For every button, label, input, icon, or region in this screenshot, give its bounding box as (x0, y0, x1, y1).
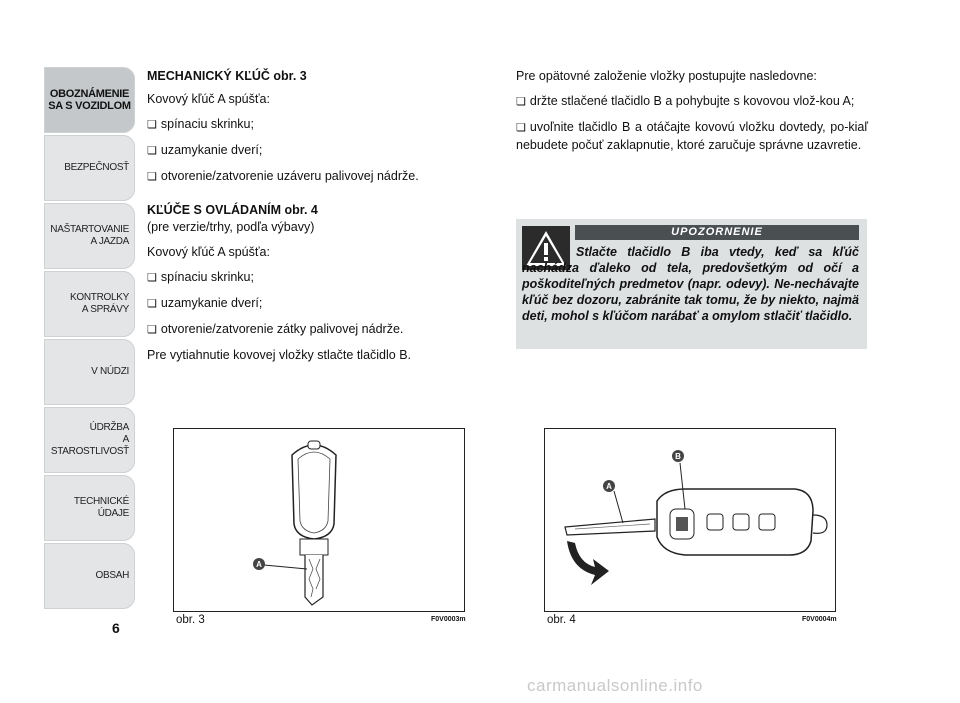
bullet-item: ❏ uzamykanie dverí; (147, 295, 467, 313)
tab-obsah[interactable]: OBSAH (44, 543, 135, 609)
paragraph: Kovový kľúč A spúšťa: (147, 245, 270, 259)
left-column (147, 68, 467, 372)
label-a: A (256, 560, 262, 569)
tab-oboznamenie[interactable]: OBOZNÁMENIE SA S VOZIDLOM (44, 67, 135, 133)
warning-box (516, 219, 867, 349)
mechanical-key-illustration (174, 429, 464, 611)
figure-caption: obr. 4 (547, 614, 576, 626)
bullet-item: ❏ uvoľnite tlačidlo B a otáčajte kovovú vložku dovtedy, po-kiaľ nebudete počuť zaklapnutie, ktoré zaručuje správne uzavretie. (516, 119, 868, 154)
heading-mechanical-key: MECHANICKÝ KĽÚČ obr. 3 (147, 69, 307, 83)
bullet-item: ❏ spínaciu skrinku; (147, 269, 467, 287)
warning-title: UPOZORNENIE (575, 225, 859, 240)
tab-technicke-udaje[interactable]: TECHNICKÉ ÚDAJE (44, 475, 135, 541)
bullet-item: ❏ spínaciu skrinku; (147, 116, 467, 134)
tab-bezpecnost[interactable]: BEZPEČNOSŤ (44, 135, 135, 201)
figure-remote-key (544, 428, 836, 612)
tab-v-nudzi[interactable]: V NÚDZI (44, 339, 135, 405)
heading-remote-key: KĽÚČE S OVLÁDANÍM obr. 4 (147, 203, 318, 217)
paragraph: Pre opätovné založenie vložky postupujte nasledovne: (516, 69, 817, 83)
bullet-item: ❏ uzamykanie dverí; (147, 142, 467, 160)
bullet-item: ❏ otvorenie/zatvorenie uzáveru palivovej nádrže. (147, 168, 467, 186)
paragraph: Kovový kľúč A spúšťa: (147, 92, 270, 106)
page-number: 6 (112, 620, 120, 636)
tab-nastartovanie[interactable]: NAŠTARTOVANIE A JAZDA (44, 203, 135, 269)
tab-udrzba[interactable]: ÚDRŽBA A STAROSTLIVOSŤ (44, 407, 135, 473)
chapter-tabs (44, 67, 135, 611)
right-column (516, 68, 868, 162)
figure-code: F0V0004m (802, 616, 837, 623)
figure-caption: obr. 3 (176, 614, 205, 626)
paragraph: Pre vytiahnutie kovovej vložky stlačte tlačidlo B. (147, 348, 412, 362)
watermark: carmanualsonline.info (527, 676, 703, 695)
warning-text: Stlačte tlačidlo B iba vtedy, keď sa kľúč nachádza ďaleko od tela, predovšetkým od očí a poškoditeľných predmetov (napr. odevy). Ne-nechávajte kľúč bez dozoru, zabránite tak tomu, že by niekto, najmä deti, mohol s kľúčom narábať a omylom stlačiť tlačidlo. (522, 245, 859, 323)
bullet-item: ❏ držte stlačené tlačidlo B a pohybujte s kovovou vlož-kou A; (516, 93, 868, 111)
rotate-arrow-icon (567, 541, 609, 585)
label-a: A (606, 482, 612, 491)
figure-code: F0V0003m (431, 616, 466, 623)
figure-mechanical-key (173, 428, 465, 612)
label-b: B (675, 452, 681, 461)
tab-kontrolky[interactable]: KONTROLKY A SPRÁVY (44, 271, 135, 337)
remote-key-illustration (545, 429, 835, 611)
paragraph: (pre verzie/trhy, podľa výbavy) (147, 220, 315, 234)
bullet-item: ❏ otvorenie/zatvorenie zátky palivovej nádrže. (147, 321, 467, 339)
